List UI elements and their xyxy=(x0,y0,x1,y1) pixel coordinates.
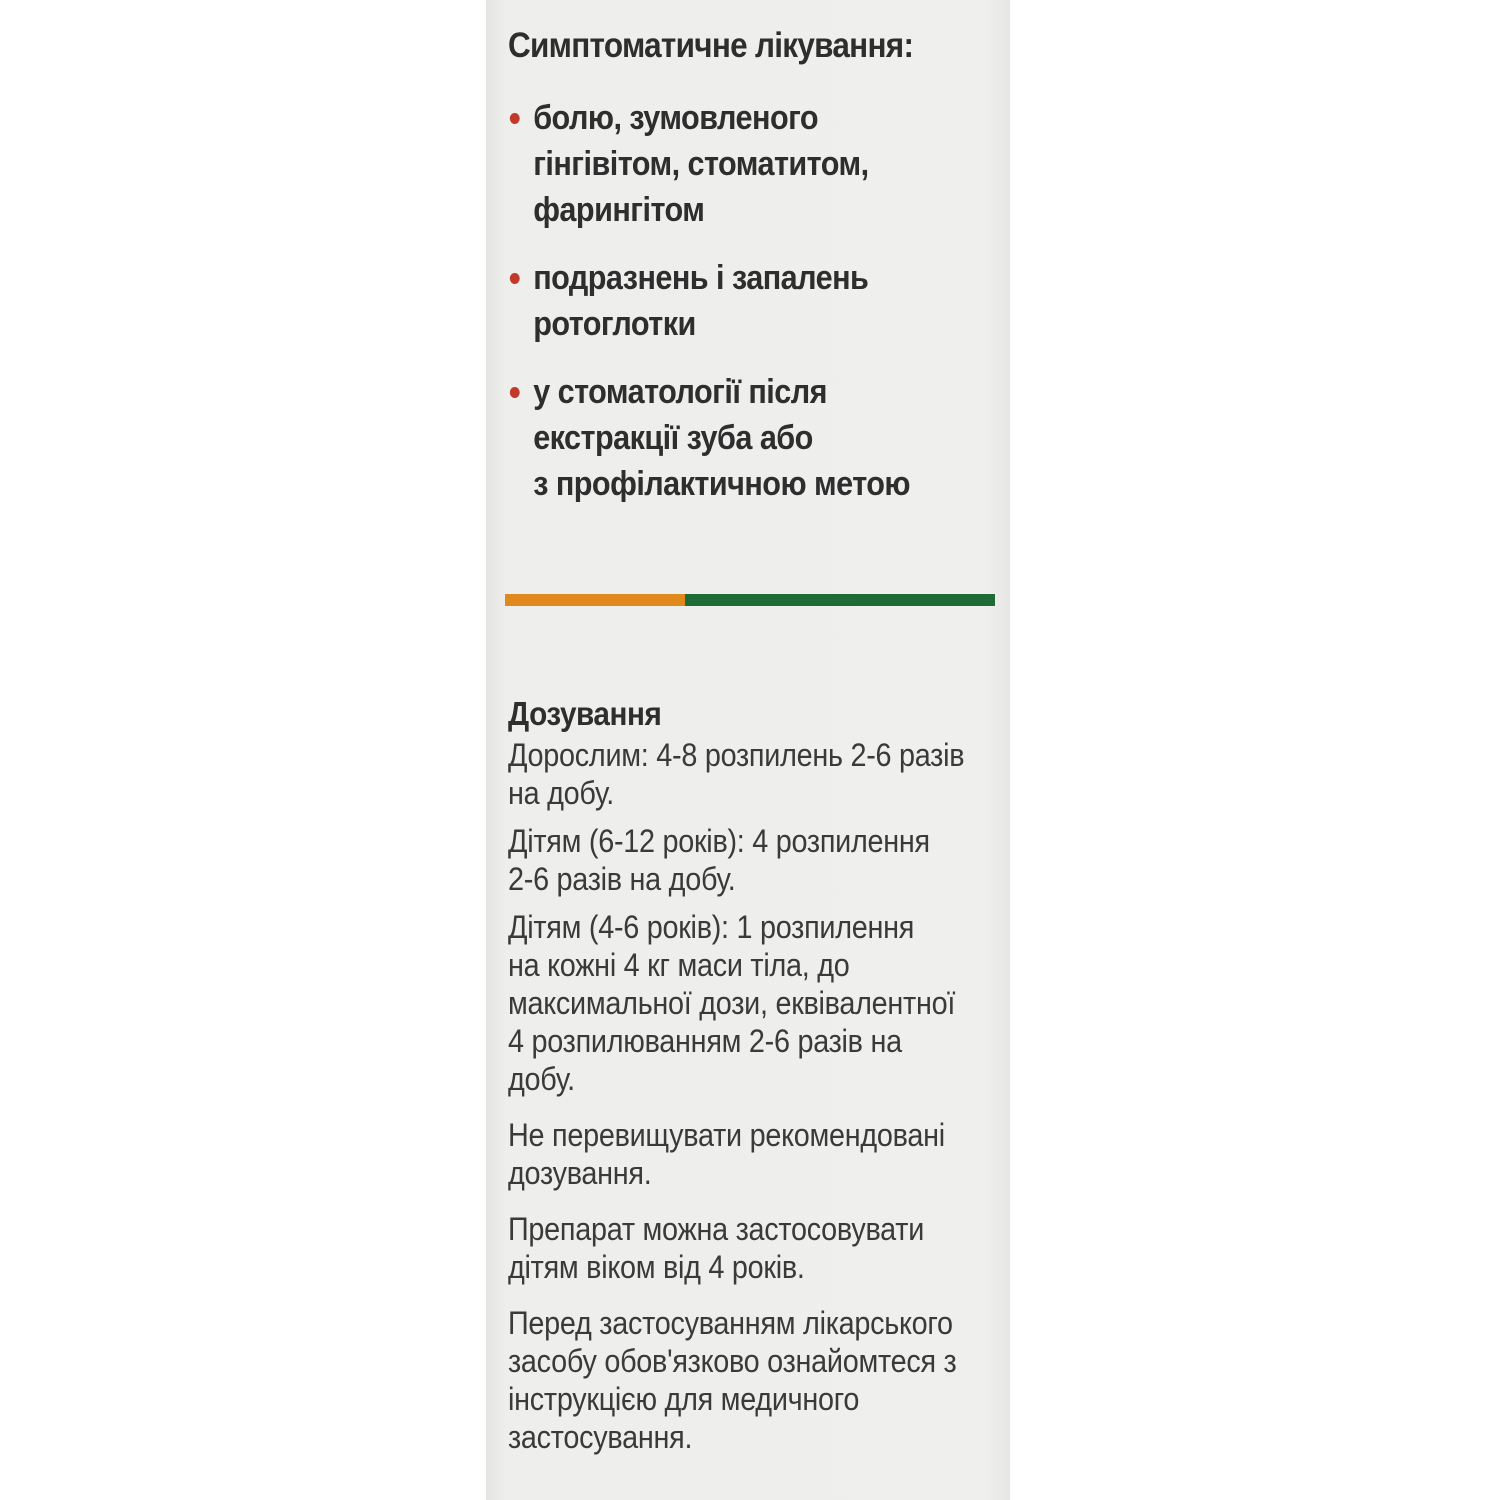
package-side-panel xyxy=(486,0,1010,1500)
list-item-text: болю, зумовленого гінгівітом, стоматитом, фарингітом xyxy=(533,99,869,229)
list-item xyxy=(508,95,976,233)
dosage-age-note: Препарат можна застосовувати дітям віком від 4 років. xyxy=(508,1211,925,1285)
divider-green-segment xyxy=(685,594,995,606)
divider-orange-segment xyxy=(505,594,685,606)
dosage-warning: Не перевищувати рекомендовані дозування. xyxy=(508,1117,945,1191)
color-divider xyxy=(505,594,995,606)
list-item xyxy=(508,369,976,507)
dosage-section xyxy=(508,692,994,1466)
dosage-children-6-12: Дітям (6-12 років): 4 розпилення 2-6 разів на добу. xyxy=(508,823,930,897)
indications-heading: Симптоматичне лікування: xyxy=(508,26,914,65)
dosage-instructions-note: Перед застосуванням лікарського засобу обов'язково ознайомтеся з інструкцією для медичного застосування. xyxy=(508,1305,957,1455)
bullet-dot-icon xyxy=(510,273,520,284)
dosage-title: Дозування xyxy=(508,695,662,732)
list-item-text: подразнень і запалень ротоглотки xyxy=(533,259,869,343)
list-item-text: у стоматології після екстракції зуба або з профілактичною метою xyxy=(533,373,910,503)
list-item xyxy=(508,255,976,347)
bullet-dot-icon xyxy=(510,113,520,124)
dosage-adults: Дорослим: 4-8 розпилень 2-6 разів на добу. xyxy=(508,737,965,811)
indications-list xyxy=(508,95,1028,529)
bullet-dot-icon xyxy=(510,387,520,398)
dosage-children-4-6: Дітям (4-6 років): 1 розпилення на кожні 4 кг маси тіла, до максимальної дози, еквівалентної 4 розпилюванням 2-6 разів на добу. xyxy=(508,909,956,1097)
